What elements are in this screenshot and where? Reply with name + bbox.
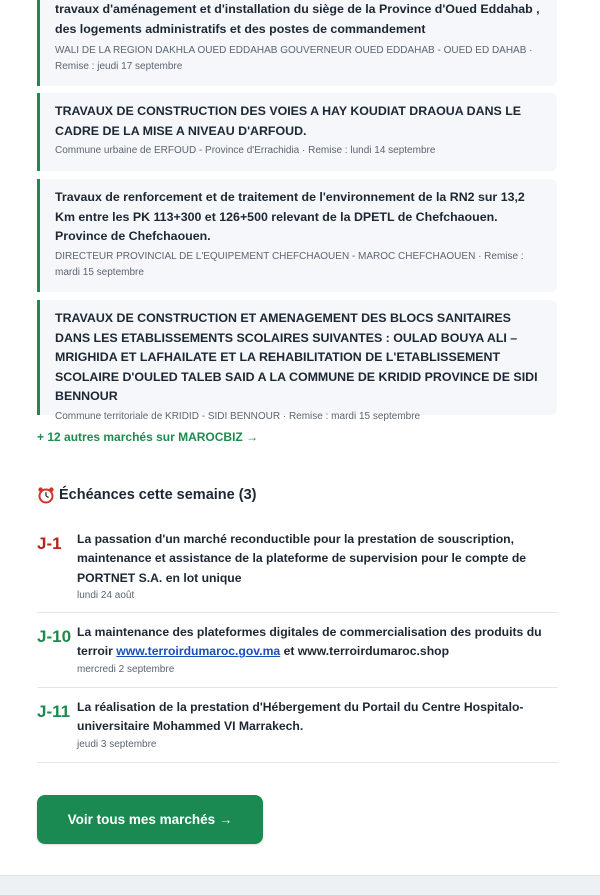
deadline-item[interactable] <box>37 530 558 613</box>
tender-title: travaux d'aménagement et d'installation du siège de la Province d'Oued Eddahab , des logements administratifs et des postes de commandement <box>55 2 540 36</box>
tender-card[interactable] <box>37 0 557 86</box>
deadline-item[interactable] <box>37 613 558 688</box>
deadline-title: La passation d'un marché reconductible pour la prestation de souscription, maintenance et assistance de la plateforme de supervision pour le compte de PORTNET S.A. en lot unique <box>77 532 527 585</box>
tender-title: TRAVAUX DE CONSTRUCTION ET AMENAGEMENT DES BLOCS SANITAIRES DANS LES ETABLISSEMENTS SCOLAIRES SUIVANTES : OULAD BOUYA ALI – MRIGHIDA ET LAFHAILATE ET LA REHABILITATION DE L'ETABLISSEMENT SCOLAIRE D'OULED TALEB SAID A LA COMMUNE DE KRIDID PROVINCE DE SIDI BENNOUR <box>55 311 538 403</box>
tender-card[interactable] <box>37 179 557 292</box>
days-left-badge: J-10 <box>37 627 72 646</box>
deadline-title-text: La maintenance des plateformes digitales de commercialisation des produits du terroir <box>77 625 542 659</box>
alarm-clock-icon <box>37 486 55 504</box>
tender-meta: Commune urbaine de ERFOUD - Province d'Errachidia · Remise : lundi 14 septembre <box>55 145 436 156</box>
tender-card[interactable] <box>37 300 557 422</box>
tender-card[interactable] <box>37 93 557 171</box>
deadlines-heading <box>37 486 256 504</box>
more-tenders-link[interactable]: + 12 autres marchés sur MAROCBIZ → <box>37 430 259 444</box>
footer-band <box>0 875 600 895</box>
tender-meta: WALI DE LA REGION DAKHLA OUED EDDAHAB GOUVERNEUR OUED EDDAHAB - OUED ED DAHAB · Remise : jeudi 17 septembre <box>55 45 533 72</box>
tender-meta: Commune territoriale de KRIDID - SIDI BENNOUR · Remise : mardi 15 septembre <box>55 410 421 422</box>
deadline-title <box>77 623 558 662</box>
tender-title: Travaux de renforcement et de traitement de l'environnement de la RN2 sur 13,2 Km entre les PK 113+300 et 126+500 relevant de la DPETL de Chefchaouen. Province de Chefchaouen. <box>55 190 525 243</box>
deadline-date: lundi 24 août <box>77 589 135 601</box>
terroir-link[interactable]: www.terroirdumaroc.gov.ma <box>116 644 281 659</box>
deadline-item[interactable] <box>37 688 558 763</box>
view-all-tenders-button[interactable]: Voir tous mes marchés → <box>37 795 263 844</box>
days-left-badge: J-11 <box>37 702 71 721</box>
deadline-date: mercredi 2 septembre <box>77 663 175 675</box>
deadlines-title: Échéances cette semaine (3) <box>59 487 257 503</box>
tender-meta: DIRECTEUR PROVINCIAL DE L'EQUIPEMENT CHEFCHAOUEN - MAROC CHEFCHAOUEN · Remise : mardi 15 septembre <box>55 250 524 278</box>
deadline-title-text: et www.terroirdumaroc.shop <box>280 644 450 659</box>
deadline-date: jeudi 3 septembre <box>77 738 157 750</box>
tender-title: TRAVAUX DE CONSTRUCTION DES VOIES A HAY KOUDIAT DRAOUA DANS LE CADRE DE LA MISE A NIVEAU D'ARFOUD. <box>55 104 522 138</box>
deadline-title: La réalisation de la prestation d'Hébergement du Portail du Centre Hospitalo-universitaire Mohammed VI Marrakech. <box>77 700 524 734</box>
days-left-badge: J-1 <box>37 534 62 553</box>
